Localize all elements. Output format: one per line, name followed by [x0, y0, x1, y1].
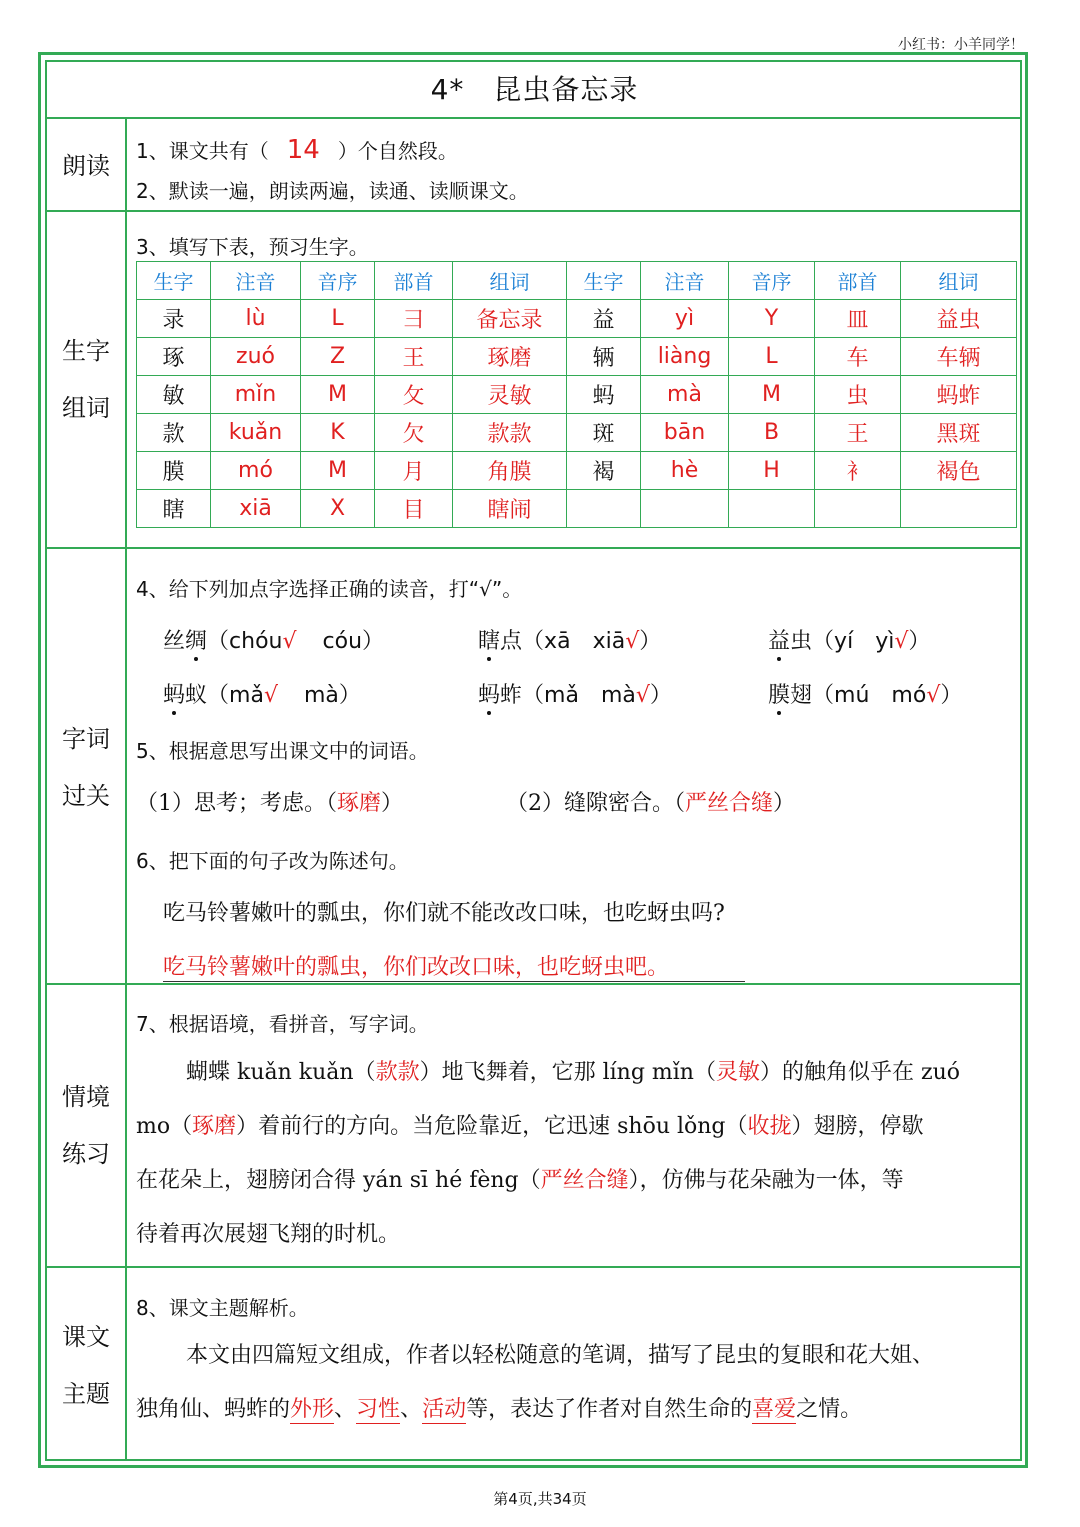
- table-cell: Z: [301, 338, 375, 376]
- q4-item-1-word-a: 丝: [163, 629, 186, 654]
- table-cell: M: [301, 376, 375, 414]
- q7-line-2: [136, 1100, 1020, 1154]
- q4-item-2-option-b: xiā: [592, 629, 626, 654]
- q4-item-3: 益虫（yí yì√）: [768, 629, 931, 654]
- divider: [45, 210, 1022, 212]
- table-row: [137, 414, 1017, 452]
- table-cell: 膜: [137, 452, 211, 490]
- q7-text: ）的触角似乎在 zuó: [759, 1060, 960, 1085]
- q4-item-1-option-b: cóu: [322, 629, 363, 654]
- table-cell: zuó: [211, 338, 301, 376]
- column-header: 音序: [301, 262, 375, 300]
- q4-item-5-option-a: mǎ: [544, 683, 579, 708]
- question-8-title: 8、课文主题解析。: [136, 1296, 309, 1320]
- table-cell: 车: [815, 338, 901, 376]
- table-cell: 褐色: [901, 452, 1017, 490]
- divider: [45, 983, 1022, 985]
- q4-item-4-word: 蚁: [185, 683, 208, 708]
- q7-text: 在花朵上，翅膀闭合得 yán sī hé fèng（: [136, 1168, 541, 1193]
- q4-item-2: 瞎点（xā xiā√）: [478, 629, 662, 654]
- column-header: 生字: [567, 262, 641, 300]
- q5-item-1-answer: 琢磨: [337, 791, 382, 816]
- q7-answer: 收拢: [747, 1114, 792, 1139]
- q7-answer: 款款: [375, 1060, 420, 1085]
- column-header: 部首: [815, 262, 901, 300]
- table-cell: 衤: [815, 452, 901, 490]
- table-cell: hè: [641, 452, 729, 490]
- q8-text: 之情。: [796, 1397, 863, 1422]
- q6-answer: 吃马铃薯嫩叶的瓢虫，你们改改口味，也吃蚜虫吧。: [163, 950, 745, 982]
- q5-item-2-answer: 严丝合缝: [685, 791, 774, 816]
- check-mark: √: [263, 683, 278, 708]
- table-cell: 欠: [375, 414, 453, 452]
- table-cell: [567, 490, 641, 528]
- table-cell: 款: [137, 414, 211, 452]
- table-cell: 辆: [567, 338, 641, 376]
- question-7-title: 7、根据语境，看拼音，写字词。: [136, 1012, 429, 1036]
- section-label-context-2: 练习: [62, 1140, 110, 1168]
- q4-item-2-option-a: xā: [544, 629, 571, 654]
- table-cell: L: [729, 338, 815, 376]
- q4-item-4: 蚂蚁（mǎ√ mà）: [163, 683, 361, 708]
- table-cell: 备忘录: [453, 300, 567, 338]
- table-cell: [901, 490, 1017, 528]
- table-cell: M: [729, 376, 815, 414]
- question-1: [136, 136, 458, 165]
- section-label-context: 情境: [62, 1083, 110, 1111]
- column-header: 组词: [901, 262, 1017, 300]
- table-cell: liàng: [641, 338, 729, 376]
- q4-item-6-option-a: mú: [834, 683, 870, 708]
- column-header: 注音: [211, 262, 301, 300]
- q4-item-4-option-b: mà: [304, 683, 339, 708]
- q7-line-3: [136, 1154, 1020, 1208]
- table-cell: 王: [375, 338, 453, 376]
- q7-line-1: [136, 1046, 1020, 1100]
- question-4-title: 4、给下列加点字选择正确的读音，打“√”。: [136, 577, 523, 601]
- table-cell: 灵敏: [453, 376, 567, 414]
- table-cell: mǐn: [211, 376, 301, 414]
- divider: [45, 547, 1022, 549]
- q4-item-5: 蚂蚱（mǎ mà√）: [478, 683, 672, 708]
- q4-item-4-dotted: 蚂: [163, 683, 186, 708]
- table-cell: lù: [211, 300, 301, 338]
- page-title: 4* 昆虫备忘录: [430, 73, 639, 106]
- q7-text: ）着前行的方向。当危险靠近，它迅速 shōu lǒng（: [236, 1114, 748, 1139]
- q4-item-1: 丝绸（chóu√ cóu）: [163, 629, 385, 654]
- divider: [45, 1266, 1022, 1268]
- q4-item-3-option-a: yí: [834, 629, 854, 654]
- table-cell: 目: [375, 490, 453, 528]
- table-row: [137, 452, 1017, 490]
- table-cell: 角膜: [453, 452, 567, 490]
- table-cell: 瞎闹: [453, 490, 567, 528]
- table-cell: 彐: [375, 300, 453, 338]
- table-cell: mó: [211, 452, 301, 490]
- check-mark: √: [625, 629, 640, 654]
- table-cell: xiā: [211, 490, 301, 528]
- q8-keyword: 外形: [290, 1397, 335, 1422]
- character-table: [136, 261, 1017, 528]
- q8-text: 、: [334, 1397, 357, 1422]
- table-cell: kuǎn: [211, 414, 301, 452]
- q7-text: 待着再次展翅飞翔的时机。: [136, 1222, 401, 1247]
- q8-keyword: 活动: [422, 1397, 467, 1422]
- page-number: 第4页,共34页: [493, 1490, 587, 1508]
- q4-item-6-option-b: mó: [891, 683, 927, 708]
- check-mark: √: [635, 683, 650, 708]
- check-mark: √: [926, 683, 941, 708]
- q5-item-1-close: ）: [381, 791, 404, 816]
- column-header: 音序: [729, 262, 815, 300]
- column-header: 注音: [641, 262, 729, 300]
- q7-answer: 严丝合缝: [540, 1168, 629, 1193]
- table-cell: H: [729, 452, 815, 490]
- table-cell: bān: [641, 414, 729, 452]
- section-label-characters-2: 组词: [62, 394, 110, 422]
- question-5-title: 5、根据意思写出课文中的词语。: [136, 739, 429, 763]
- table-cell: 录: [137, 300, 211, 338]
- table-cell: 瞎: [137, 490, 211, 528]
- q4-item-5-dotted: 蚂: [478, 683, 501, 708]
- table-cell: K: [301, 414, 375, 452]
- q4-item-3-word: 虫: [790, 629, 813, 654]
- q6-question: 吃马铃薯嫩叶的瓢虫，你们就不能改改口味，也吃蚜虫吗?: [163, 901, 725, 926]
- table-row: [137, 376, 1017, 414]
- section-label-theme-2: 主题: [62, 1380, 110, 1408]
- q8-text: 、: [400, 1397, 423, 1422]
- table-header-row: [137, 262, 1017, 300]
- q7-text: ），仿佛与花朵融为一体，等: [628, 1168, 904, 1193]
- table-cell: B: [729, 414, 815, 452]
- table-cell: yì: [641, 300, 729, 338]
- table-row: [137, 300, 1017, 338]
- table-cell: 虫: [815, 376, 901, 414]
- table-cell: 车辆: [901, 338, 1017, 376]
- label-column-divider: [125, 118, 127, 1461]
- column-header: 部首: [375, 262, 453, 300]
- q7-paragraph: [136, 1046, 1020, 1262]
- table-cell: 款款: [453, 414, 567, 452]
- table-row: [137, 338, 1017, 376]
- q8-line-2: [136, 1383, 1020, 1437]
- table-cell: 蚂: [567, 376, 641, 414]
- q7-text: ）翅膀，停歇: [791, 1114, 924, 1139]
- q7-text: mo（: [136, 1114, 193, 1139]
- q1-prefix: 1、课文共有（: [136, 139, 269, 163]
- q8-line-1: 本文由四篇短文组成，作者以轻松随意的笔调，描写了昆虫的复眼和花大姐、: [186, 1343, 935, 1368]
- q4-item-6-word: 翅: [790, 683, 813, 708]
- section-label-words-2: 过关: [62, 782, 110, 810]
- table-cell: 褐: [567, 452, 641, 490]
- q8-keyword: 喜爱: [752, 1397, 797, 1422]
- table-cell: [729, 490, 815, 528]
- table-cell: 琢: [137, 338, 211, 376]
- table-cell: 敏: [137, 376, 211, 414]
- q7-line-4: [136, 1208, 1020, 1262]
- q1-answer: 14: [286, 135, 320, 165]
- q7-text: ）地飞舞着，它那 líng mǐn（: [419, 1060, 716, 1085]
- section-label-theme: 课文: [62, 1323, 110, 1351]
- q4-item-6-dotted: 膜: [768, 683, 791, 708]
- section-label-reading: 朗读: [62, 152, 110, 180]
- table-cell: 琢磨: [453, 338, 567, 376]
- section-label-words: 字词: [62, 725, 110, 753]
- question-3: 3、填写下表，预习生字。: [136, 235, 369, 259]
- q7-text: 蝴蝶 kuǎn kuǎn（: [186, 1060, 376, 1085]
- q4-item-3-dotted: 益: [768, 629, 791, 654]
- q4-item-2-dotted: 瞎: [478, 629, 501, 654]
- q5-item-1: [136, 786, 403, 817]
- table-cell: 黑斑: [901, 414, 1017, 452]
- q8-text: 等，表达了作者对自然生命的: [466, 1397, 753, 1422]
- table-cell: mà: [641, 376, 729, 414]
- q4-item-5-option-b: mà: [600, 683, 636, 708]
- table-cell: 斑: [567, 414, 641, 452]
- q4-item-1-option-a: chóu: [229, 629, 283, 654]
- q4-item-1-dotted: 绸: [185, 629, 208, 654]
- question-2: 2、默读一遍，朗读两遍，读通、读顺课文。: [136, 179, 529, 203]
- table-cell: X: [301, 490, 375, 528]
- table-cell: 月: [375, 452, 453, 490]
- q1-suffix: ）个自然段。: [337, 139, 458, 163]
- watermark: 小红书：小羊同学！: [898, 37, 1024, 53]
- table-cell: [641, 490, 729, 528]
- column-header: 组词: [453, 262, 567, 300]
- table-cell: 皿: [815, 300, 901, 338]
- table-cell: 益虫: [901, 300, 1017, 338]
- table-cell: 蚂蚱: [901, 376, 1017, 414]
- q5-item-2-text: （2）缝隙密合。（: [506, 791, 685, 816]
- q8-text: 独角仙、蚂蚱的: [136, 1397, 291, 1422]
- check-mark: √: [894, 629, 909, 654]
- q7-answer: 灵敏: [715, 1060, 760, 1085]
- q5-item-1-text: （1）思考；考虑。（: [136, 791, 337, 816]
- column-header: 生字: [137, 262, 211, 300]
- q4-item-2-word: 点: [500, 629, 523, 654]
- table-cell: 王: [815, 414, 901, 452]
- table-cell: L: [301, 300, 375, 338]
- table-cell: 益: [567, 300, 641, 338]
- q8-paragraph: [136, 1329, 1020, 1437]
- q4-item-3-option-b: yì: [875, 629, 895, 654]
- q4-item-5-word: 蚱: [500, 683, 523, 708]
- section-label-characters: 生字: [62, 337, 110, 365]
- table-cell: M: [301, 452, 375, 490]
- q5-item-2: [506, 786, 795, 817]
- q8-keyword: 习性: [356, 1397, 401, 1422]
- table-cell: 攵: [375, 376, 453, 414]
- table-row: [137, 490, 1017, 528]
- q5-item-2-close: ）: [773, 791, 796, 816]
- check-mark: √: [282, 629, 297, 654]
- q7-answer: 琢磨: [192, 1114, 237, 1139]
- q4-item-6: 膜翅（mú mó√）: [768, 683, 963, 708]
- question-6-title: 6、把下面的句子改为陈述句。: [136, 849, 409, 873]
- table-cell: [815, 490, 901, 528]
- table-cell: Y: [729, 300, 815, 338]
- q4-item-4-option-a: mǎ: [229, 683, 264, 708]
